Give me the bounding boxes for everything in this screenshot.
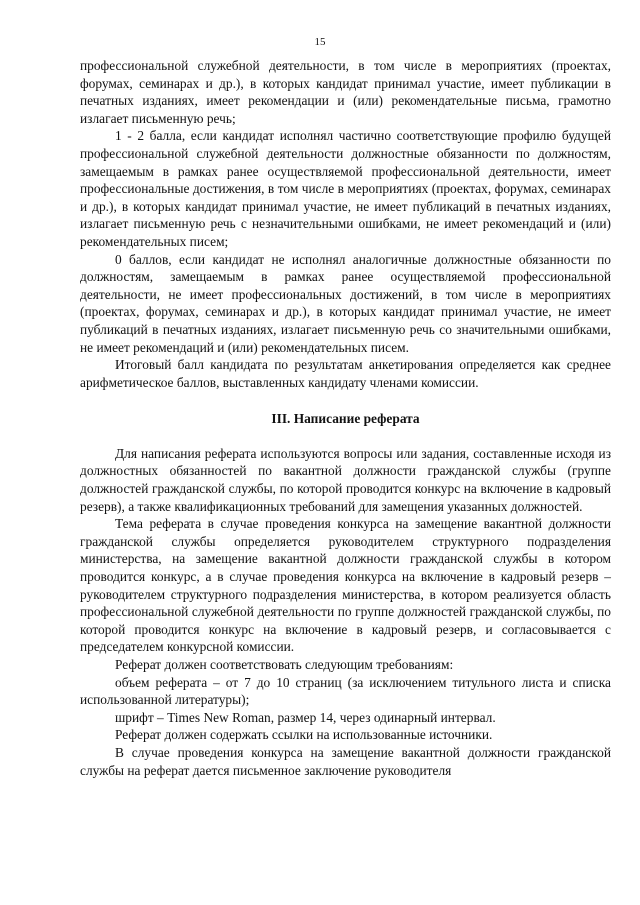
paragraph: 0 баллов, если кандидат не исполнял аналогичные должностные обязанности по должностям, замещаемым в рамках ранее осуществляемой профессиональной деятельности, не имеет профессиональных достижений, в том числе в мероприятиях (проектах, форумах, семинарах и др.), в которых кандидат принимал участие, не имеет публикаций в печатных изданиях, излагает письменную речь со значительными ошибками, не имеет рекомендаций и (или) рекомендательных писем. xyxy=(80,251,611,355)
paragraph: В случае проведения конкурса на замещение вакантной должности гражданской службы на реферат дается письменное заключение руководителя xyxy=(80,744,611,778)
paragraph: Реферат должен содержать ссылки на использованные источники. xyxy=(115,727,493,743)
paragraph: объем реферата – от 7 до 10 страниц (за исключением титульного листа и списка использованной литературы); xyxy=(80,674,611,708)
paragraph: Итоговый балл кандидата по результатам анкетирования определяется как среднее арифметическое баллов, выставленных кандидату членами комиссии. xyxy=(80,357,611,390)
paragraph: шрифт – Times New Roman, размер 14, через одинарный интервал. xyxy=(115,709,496,725)
section-heading: III. Написание реферата xyxy=(271,411,420,427)
document-body xyxy=(80,57,611,779)
paragraph: Для написания реферата используются вопросы или задания, составленные исходя из должностных обязанностей по вакантной должности гражданской службы (группе должностей гражданской службы, по которой проводится конкурс на включение в кадровый резерв), а также квалификационных требований для замещения указанных должностей. xyxy=(80,445,611,514)
paragraph: Реферат должен соответствовать следующим требованиям: xyxy=(115,657,454,672)
paragraph: профессиональной служебной деятельности, в том числе в мероприятиях (проектах, форумах, семинарах и др.), в которых кандидат принимал участие, имеет публикации в печатных изданиях, имеет рекомендации и (или) рекомендательные письма, грамотно излагает письменную речь; xyxy=(80,58,611,126)
paragraph: Тема реферата в случае проведения конкурса на замещение вакантной должности гражданской службы определяется руководителем структурного подразделения министерства, на замещение вакантной должности гражданской службы в котором проводится конкурс, а в случае проведения конкурса на включение в кадровый резерв – руководителем структурного подразделения министерства, в котором реализуется область профессиональной служебной деятельности по группе должностей гражданской службы, по которой проводится конкурс на включение в кадровый резерв, и согласовывается с председателем конкурсной комиссии. xyxy=(80,516,611,655)
page-number: 15 xyxy=(314,36,326,48)
paragraph: 1 - 2 балла, если кандидат исполнял частично соответствующие профилю будущей профессиональной служебной деятельности должностные обязанности по должностям, замещаемым в рамках ранее осуществляемой профессиональной деятельности, имеет профессиональные достижения, в том числе в мероприятиях (проектах, форумах, семинарах и др.), в которых кандидат принимал участие, не имеет публикаций в печатных изданиях, излагает письменную речь с незначительными ошибками, не имеет рекомендаций и (или) рекомендательных писем; xyxy=(80,128,611,249)
